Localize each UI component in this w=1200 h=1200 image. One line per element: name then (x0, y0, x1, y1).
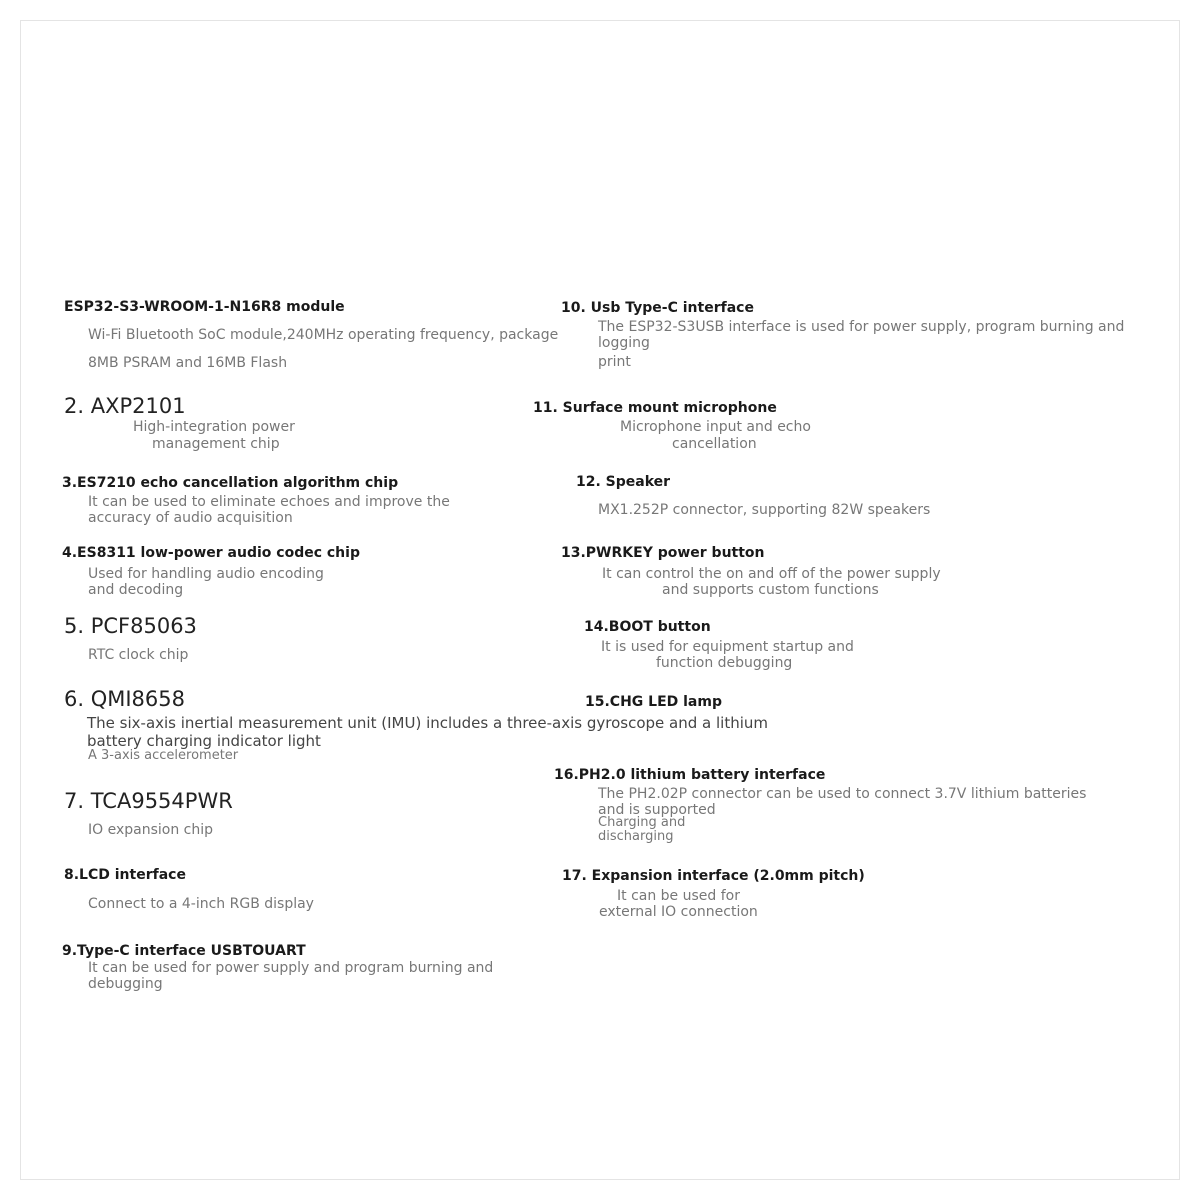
item-title: ESP32-S3-WROOM-1-N16R8 module (64, 299, 345, 315)
item-title: 17. Expansion interface (2.0mm pitch) (562, 868, 865, 884)
item-desc: It can be used for (617, 888, 740, 904)
item-desc: Microphone input and echo (620, 419, 811, 435)
item-desc: cancellation (672, 436, 757, 452)
item-desc: Connect to a 4-inch RGB display (88, 896, 314, 912)
item-title: 6. QMI8658 (64, 687, 185, 711)
item-desc: function debugging (656, 655, 793, 671)
item-title: 14.BOOT button (584, 619, 711, 635)
item-desc: It can control the on and off of the power supply (602, 566, 941, 582)
item-desc: The PH2.02P connector can be used to connect 3.7V lithium batteries (598, 786, 1087, 802)
item-desc: It can be used to eliminate echoes and improve the (88, 494, 450, 510)
item-title: 7. TCA9554PWR (64, 789, 233, 813)
item-title: 13.PWRKEY power button (561, 545, 765, 561)
item-desc: It is used for equipment startup and (601, 639, 854, 655)
item-title: 5. PCF85063 (64, 614, 197, 638)
item-desc: and decoding (88, 582, 184, 598)
item-desc: print (598, 354, 631, 370)
page-frame (20, 20, 1180, 1180)
item-desc: 8MB PSRAM and 16MB Flash (88, 355, 288, 371)
item-desc: and supports custom functions (662, 582, 879, 598)
item-title: 2. AXP2101 (64, 394, 186, 418)
item-desc: Used for handling audio encoding (88, 566, 324, 582)
item-desc: IO expansion chip (88, 822, 214, 838)
item-desc: The six-axis inertial measurement unit (IMU) includes a three-axis gyroscope and a lithium (87, 714, 768, 732)
item-desc: debugging (88, 976, 163, 992)
item-desc: A 3-axis accelerometer (88, 748, 239, 763)
item-desc: MX1.252P connector, supporting 82W speakers (598, 502, 931, 518)
item-desc: and is supported (598, 802, 716, 818)
item-title: 11. Surface mount microphone (533, 400, 777, 416)
item-desc: logging (598, 335, 650, 351)
item-title: 16.PH2.0 lithium battery interface (554, 767, 826, 783)
item-desc: accuracy of audio acquisition (88, 510, 293, 526)
item-title: 12. Speaker (576, 474, 671, 490)
item-desc: High-integration power (133, 419, 295, 435)
item-desc: The ESP32-S3USB interface is used for power supply, program burning and (598, 319, 1125, 335)
item-desc: discharging (598, 829, 674, 844)
item-title: 10. Usb Type-C interface (561, 300, 754, 316)
item-title: 3.ES7210 echo cancellation algorithm chip (62, 475, 399, 491)
item-desc: battery charging indicator light (87, 732, 321, 750)
item-desc: RTC clock chip (88, 647, 189, 663)
item-desc: management chip (152, 436, 280, 452)
item-desc: Charging and (598, 815, 686, 830)
item-desc: external IO connection (599, 904, 758, 920)
item-title: 8.LCD interface (64, 867, 186, 883)
item-title: 15.CHG LED lamp (585, 694, 722, 710)
item-desc: Wi-Fi Bluetooth SoC module,240MHz operating frequency, package (88, 327, 559, 343)
item-desc: It can be used for power supply and program burning and (88, 960, 494, 976)
item-title: 4.ES8311 low-power audio codec chip (62, 545, 360, 561)
item-title: 9.Type-C interface USBTOUART (62, 943, 306, 959)
